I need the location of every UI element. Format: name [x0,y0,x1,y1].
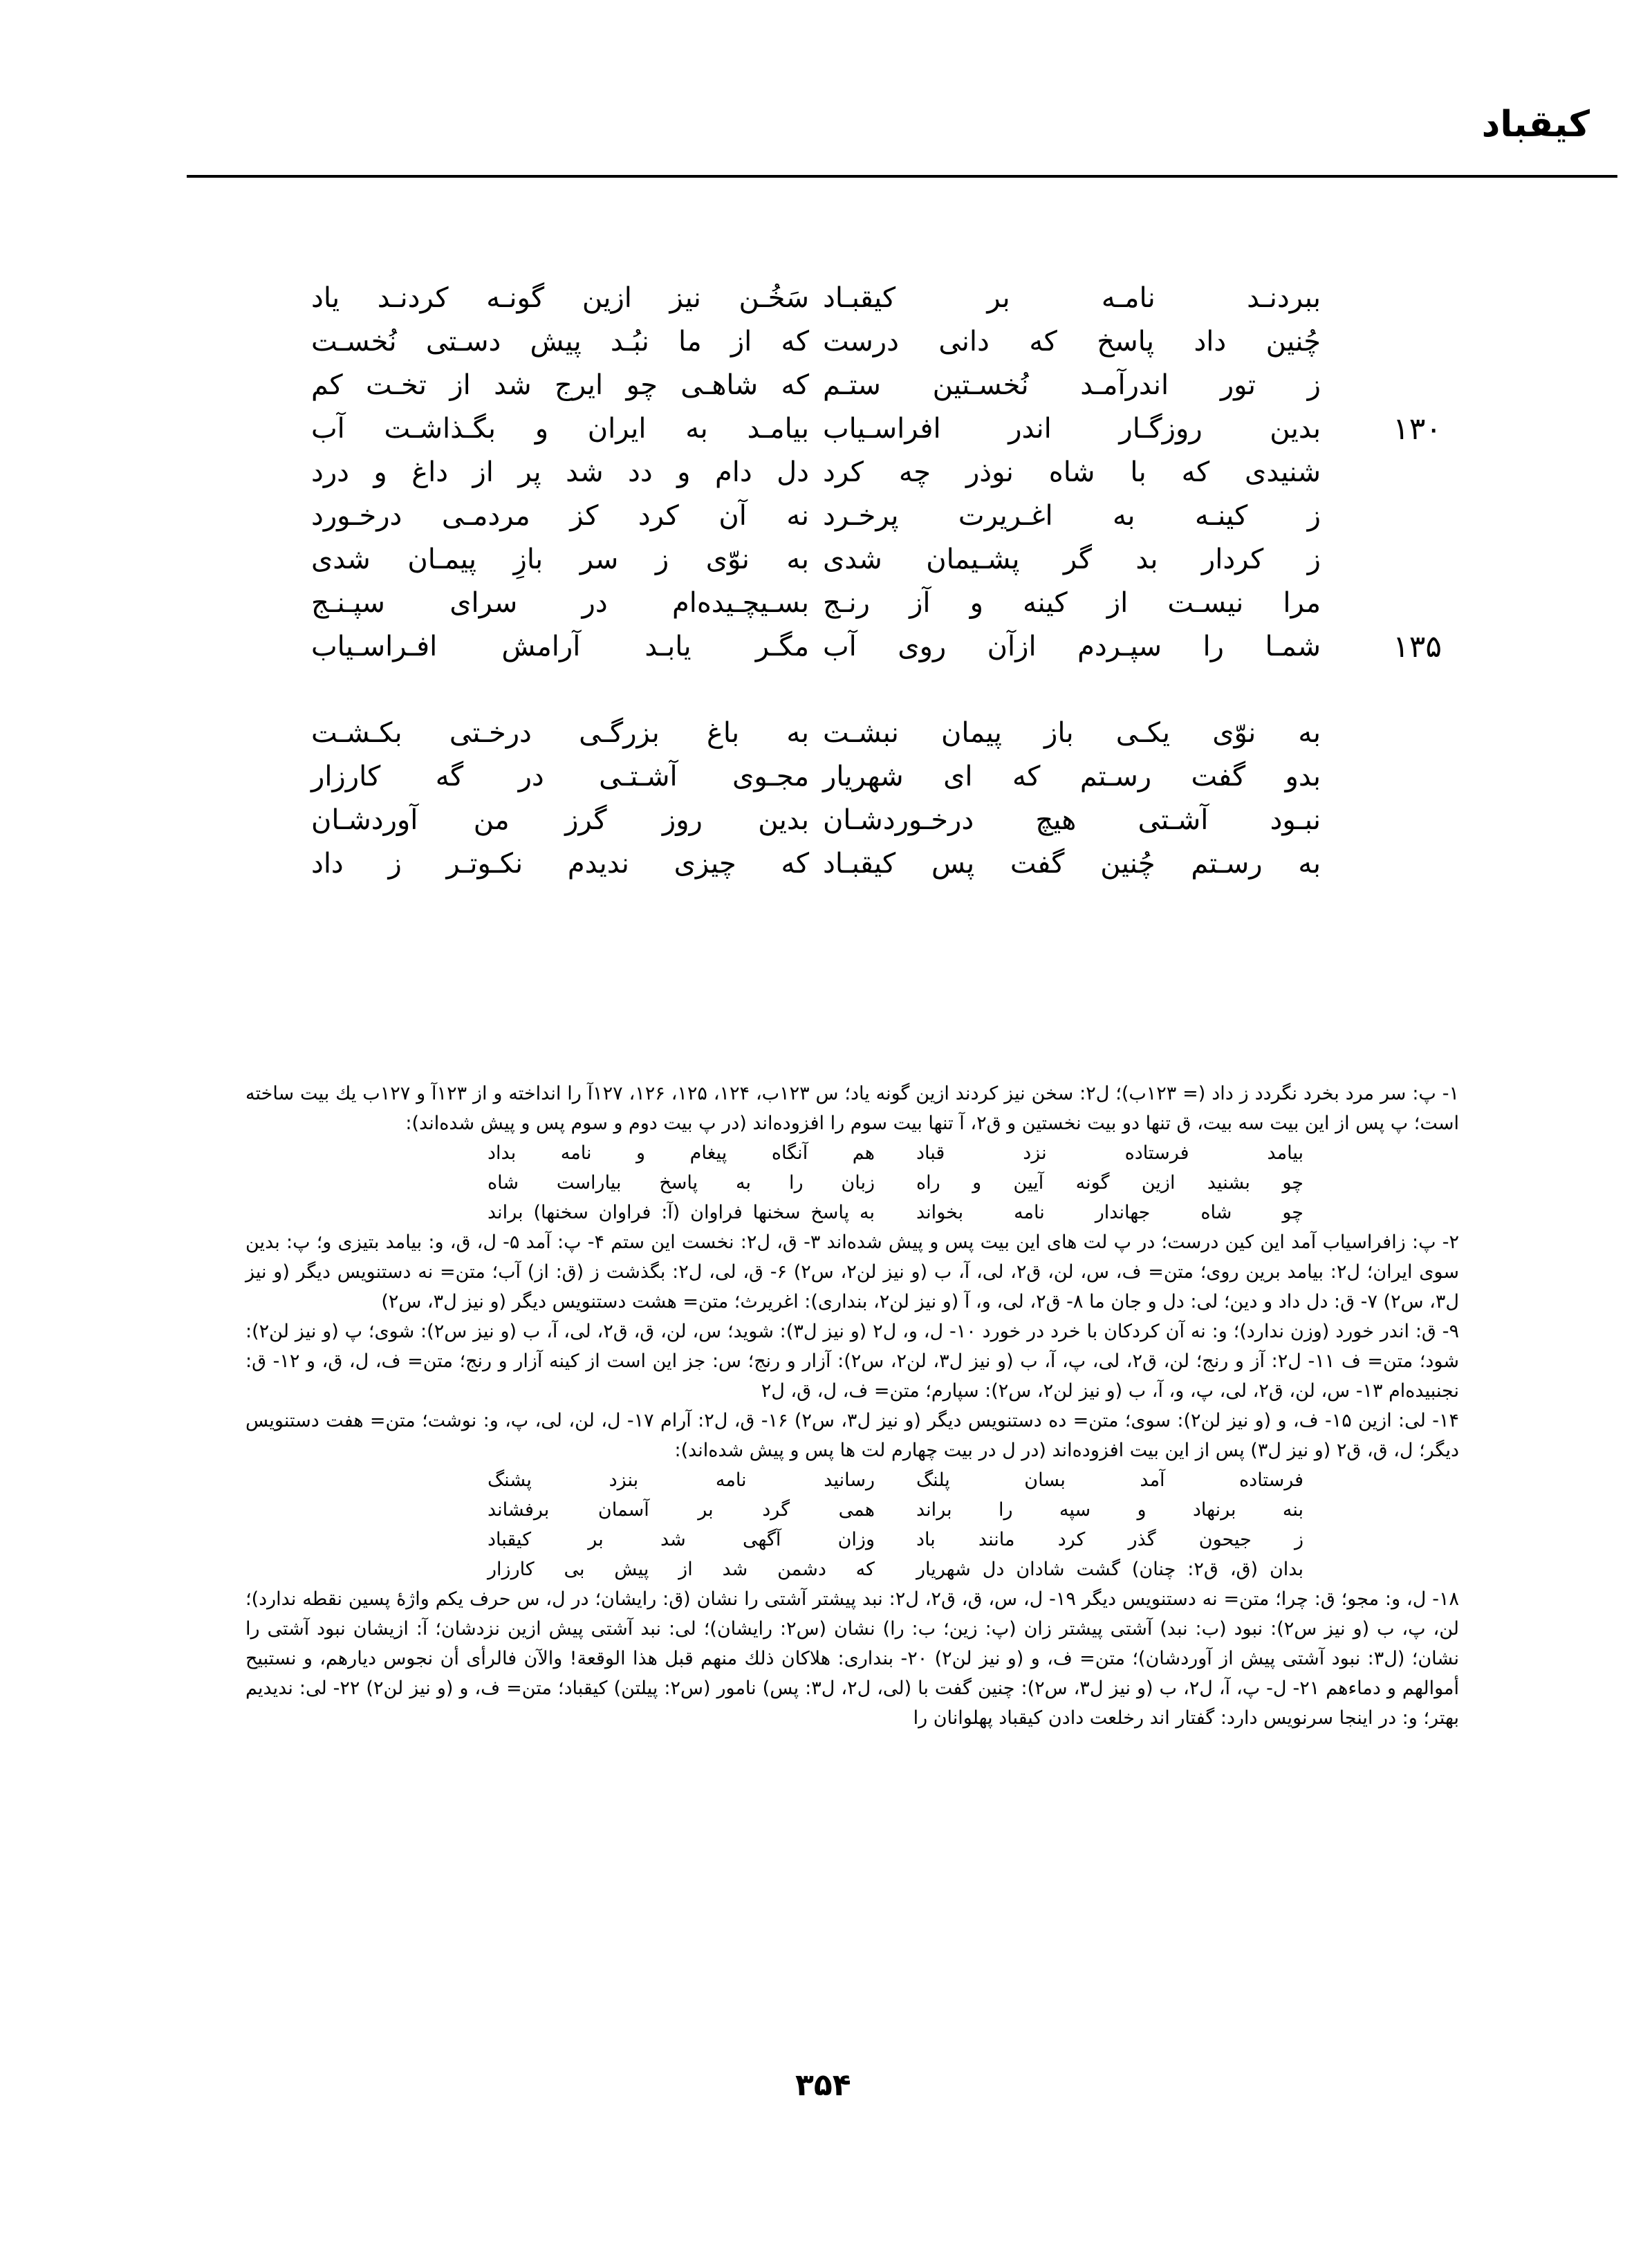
footnote-verse: بنه برنهاد و سپه را براند همی گرد بر آسمان برفشاند [488,1499,1303,1521]
verse-line: ببردنـد نامـه بر کیقبـاد [823,282,1321,314]
verse-line: ز کردار بد گر پشـیمان شدی [823,544,1321,575]
verse-column-left [311,277,809,886]
verse-line: که از ما نبُـد پیش دسـتی نُخسـت [311,326,809,358]
verse-line: که شاهـی چو ایرج شد از تخـت کم [311,369,809,401]
footnote-verse: بیامد فرستاده نزد قباد هم آنگاه پیغام و نامه بداد [488,1142,1303,1164]
verse-line: شمـا را سپـردم ازآن روی آب ۱۳۵ [823,625,1321,669]
verse-line: سَخُـن نیز ازین گونـه کردنـد یاد [311,282,809,314]
footnote-verse: چو بشنید ازین گونه آیین و راه زبان را به پاسخ بیاراست شاه [488,1172,1303,1194]
verse-line: ز کینـه به اغـریرت پرخـرد [823,500,1321,532]
footnotes [245,1079,1459,1733]
verse-line: بدو گفت رسـتم که ای شهریار [823,761,1321,792]
verse-line: مجـوی آشـتـی در گه کارزار [311,761,809,792]
footnotes-2-8: ۲- پ: زافراسیاب آمد این کین درست؛ در پ لت های این بیت پس و پیش شده‌اند ۳- ق، ل۲: نخست این ستم ۴- پ: آمد ۵- ل، ق، و: بیامد بتیزی و؛ پ: بدین سوی ایران؛ ل۲: بیامد برین روی؛ متن= ف، س، لن، ق۲، لی، آ، ب (و نیز لن۲، س۲) ۶- ق، لی، ل۲: بگذشت ز (ق: از) آب؛ متن= نه دستنویس دیگر (و نیز ل۳، س۲) ۷- ق: دل داد و دین؛ لی: دل و جان ما ۸- ق۲، لی، و، آ (و نیز لن۲، بنداری): اغریرث؛ متن= هشت دستنویس دیگر (و نیز ل۳، س۲) [245,1232,1459,1312]
verse-line: به نوّی یکـی باز پیمان نبشـت [823,717,1321,749]
footnote-verse: ز جیحون گذر کرد مانند باد وزان آگهی شد بر کیقباد [488,1529,1303,1550]
verse-line: به باغ بزرگـی درخـتی بکـشـت [311,717,809,749]
verse-area [311,277,1480,1023]
verse-line: نه آن کرد کز مردمـی درخـورد [311,500,809,532]
verse-line: چُنین داد پاسخ که دانی درست [823,326,1321,358]
verse-line: دل دام و دد شد پر از داغ و درد [311,456,809,488]
footnotes-9-13: ۹- ق: اندر خورد (وزن ندارد)؛ و: نه آن کردکان با خرد در خورد ۱۰- ل، و، ل۲ (و نیز ل۳): شوید؛ س، لن، ق، ق۲، لی، آ، ب (و نیز س۲): شوی؛ پ (و نیز لن۲): شود؛ متن= ف ۱۱- ل۲: آز و رنج؛ لن، ق۲، لی، پ، آ، ب (و نیز ل۳، لن۲، س۲): آزار و رنج؛ س: جز این است از کینه آزار و رنج؛ متن= ف، ل، ق، و ۱۲- ق: نجنبیده‌ام ۱۳- س، لن، ق۲، لی، پ، و، آ، ب (و نیز لن۲، س۲): سپارم؛ متن= ف، ل، ق، ل۲ [245,1321,1459,1402]
footnote-1: ۱- پ: سر مرد بخرد نگردد ز داد (= ۱۲۳ب)؛ ل۲: سخن نیز کردند ازین گونه یاد؛ س ۱۲۳ب، ۱۲۴، ۱۲۵، ۱۲۶، ۱۲۷آ را انداخته و از ۱۲۳آ و ۱۲۷ب یك بیت ساخته است؛ پ پس از این بیت سه بیت، ق تنها دو بیت نخستین و ق۲، آ تنها بیت سوم را افزوده‌اند (در پ بیت دوم و سوم پس و پیش شده‌اند): [245,1083,1459,1134]
footnote-verse: فرستاده آمد بسان پلنگ رسانید نامه بنزد پشنگ [488,1469,1303,1491]
stanza-gap [311,669,809,712]
verse-line: ز تور اندرآمـد نُخسـتین ستـم [823,369,1321,401]
verse-line: که چیزی ندیدم نکـوتـر ز داد [311,848,809,880]
footnote-verse: بدان (ق، ق۲: چنان) گشت شادان دل شهریار که دشمن شد از پیش بی کارزار [488,1559,1303,1580]
footnotes-14-17: ۱۴- لی: ازین ۱۵- ف، و (و نیز لن۲): سوی؛ متن= ده دستنویس دیگر (و نیز ل۳، س۲) ۱۶- ق، ل۲: آرام ۱۷- ل، لن، لی، پ، و: نوشت؛ متن= هفت دستنویس دیگر؛ ل، ق، ق۲ (و نیز ل۳) پس از این بیت افزوده‌اند (در ل در بیت چهارم لت ها پس و پیش شده‌اند): [245,1410,1459,1461]
verse-line: شنیدی که با شاه نوذر چه کرد [823,456,1321,488]
verse-line: به نوّی ز سر بازِ پیمـان شدی [311,544,809,575]
footnote-verse: چو شاه جهاندار نامه بخواند به پاسخ سخنها فراوان (آ: فراوان سخنها) براند [488,1202,1303,1223]
verse-line: بیامـد به ایران و بگـذاشـت آب [311,413,809,445]
footnotes-18-22: ۱۸- ل، و: مجو؛ ق: چرا؛ متن= نه دستنویس دیگر ۱۹- ل، س، ق، ق۲، ل۲: نبد پیشتر آشتی را نشان (ق: رایشان؛ در ل، س حرف یکم واژهٔ پسین نقطه ندارد)؛ لن، پ، ب (و نیز س۲): نبود (ب: نبد) آشتی پیشتر زان (پ: زین؛ ب: را) نشان (س۲: رایشان)؛ لی: نبد آشتی پیش ازین نزدشان؛ آ: ازیشان نبود آشتی را نشان؛ (ل۳: نبود آشتی پیش از آوردشان)؛ متن= ف، و (و نیز لن۲) ۲۰- بنداری: هلاکان ذلك منهم قبل هذا الوقعة! والآن فالرأی أن نجوس دیارهم، و نستبیح أموالهم و دماءهم ۲۱- ل- پ، آ، ل۲، ب (و نیز ل۳، س۲): چنین گفت با (لی، ل۲، ل۳: پس) نامور (س۲: پیلتن) کیقباد؛ متن= ف، و (و نیز لن۲) ۲۲- لی: ندیدیم بهتر؛ و: در اینجا سرنویس دارد: گفتار اند رخلعت دادن کیقباد پهلوانان را [245,1588,1459,1729]
verse-column-right [823,277,1442,886]
verse-line: بسـیچـیده‌ام در سرای سپـنـج [311,587,809,619]
verse-number: ۱۳۰ [1393,411,1442,447]
verse-line: مرا نیسـت از کینه و آز رنـج [823,587,1321,619]
verse-number: ۱۳۵ [1393,629,1442,665]
verse-line: مگـر یابـد آرامش افـراسـیاب [311,631,809,662]
header-rule [187,175,1617,178]
page-number: ۳۵۴ [795,2068,851,2103]
page-title: کیقباد [1481,104,1590,145]
verse-line: نبـود آشـتی هیچ درخـوردشـان [823,804,1321,836]
verse-line: به رسـتم چُنین گفت پس کیقبـاد [823,848,1321,880]
verse-line: بدین روز گرز من آوردشـان [311,804,809,836]
stanza-gap [823,669,1321,712]
verse-line: بدین روزگـار اندر افراسـیاب ۱۳۰ [823,407,1321,451]
